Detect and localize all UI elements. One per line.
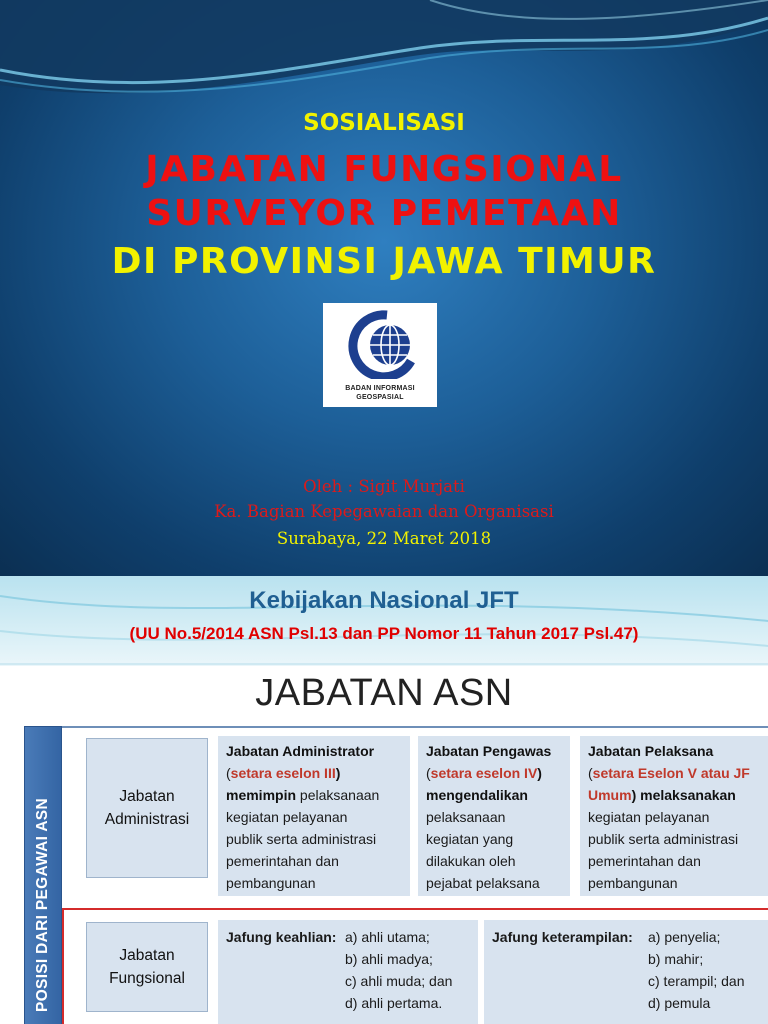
cell-desc: pejabat pelaksana [426,875,540,891]
keahlian-item: c) ahli muda; dan [345,973,453,989]
slide-title: Kebijakan Nasional JFT [249,587,519,614]
divider [62,726,768,728]
paren: ( [588,765,593,781]
cell-desc: pembangunan [226,875,316,891]
policy-slide [0,576,768,1024]
rank-label: Umum [588,787,632,803]
row-label-line: Jabatan [119,947,175,964]
row-label-line: Jabatan [119,788,175,805]
place-date: Surabaya, 22 Maret 2018 [276,529,492,548]
slide-subtitle: (UU No.5/2014 ASN Psl.13 dan PP Nomor 11 Tahun 2017 Psl.47) [129,624,639,643]
cell-title: Jabatan Pengawas [426,743,552,759]
title-line-2: SURVEYOR PEMETAAN [146,193,622,234]
cell-title: Jabatan Administrator [226,743,375,759]
keahlian-label [226,926,336,948]
cell-desc: pembangunan [588,875,678,891]
cell-desc: pemerintahan dan [226,853,339,869]
cell-desc: pelaksanaan [426,809,506,825]
logo-text-2: GEOSPASIAL [356,394,404,401]
globe-logo-icon [343,309,417,379]
cell-verb: mengendalikan [426,787,528,803]
title-line-1: JABATAN FUNGSIONAL [145,149,623,190]
decorative-wave [0,0,768,120]
rank-label: setara Eselon V atau JF [592,765,750,781]
keahlian-item: d) ahli pertama. [345,995,443,1011]
keterampilan-item: d) pemula [648,995,711,1011]
cell-desc: publik serta administrasi [588,831,739,847]
keterampilan-item: a) penyelia; [648,929,721,945]
cell-desc: kegiatan yang [426,831,514,847]
cell-desc: dilakukan oleh [426,853,516,869]
row-label-administrasi [86,738,208,878]
keterampilan-label [492,926,633,948]
cell-administrator [218,736,410,896]
paren: ) [631,787,637,803]
row-label-fungsional [86,922,208,1012]
cell-desc: kegiatan pelayanan [588,809,710,825]
slide-kicker: SOSIALISASI [303,110,465,136]
keterampilan-item: b) mahir; [648,951,704,967]
cell-verb: melaksanakan [640,787,736,803]
cell-verb: memimpin [226,787,297,803]
title-line-3: DI PROVINSI JAWA TIMUR [111,241,657,282]
cell-title: Jabatan Pelaksana [588,743,714,759]
cell-desc: publik serta administrasi [226,831,377,847]
keahlian-label-text: Jafung keahlian: [226,929,337,945]
cell-desc: pemerintahan dan [588,853,701,869]
cell-pelaksana [580,736,768,896]
paren: ) [537,765,542,781]
keahlian-item: a) ahli utama; [345,929,430,945]
rank-label: setara eselon III [230,765,336,781]
presenter: Oleh : Sigit Murjati [303,477,465,496]
keterampilan-item: c) terampil; dan [648,973,745,989]
cell-desc: pelaksanaan [299,787,380,803]
rank-label: setara eselon IV [430,765,538,781]
keahlian-item: b) ahli madya; [345,951,433,967]
keterampilan-label-text: Jafung keterampilan: [492,929,633,945]
side-label: POSISI DARI PEGAWAI ASN [34,798,51,1012]
paren: ) [335,765,341,781]
logo-text-1: BADAN INFORMASI [345,385,415,392]
paren: ( [426,765,431,781]
row-label-line: Administrasi [104,811,190,828]
side-label-bar [24,726,62,1024]
paren: ( [226,765,231,781]
cell-pengawas [418,736,570,896]
big-logo [323,303,437,407]
section-heading: JABATAN ASN [255,672,513,714]
row-label-line: Fungsional [109,970,185,987]
cell-desc: kegiatan pelayanan [226,809,348,825]
presenter-position: Ka. Bagian Kepegawaian dan Organisasi [214,502,554,521]
